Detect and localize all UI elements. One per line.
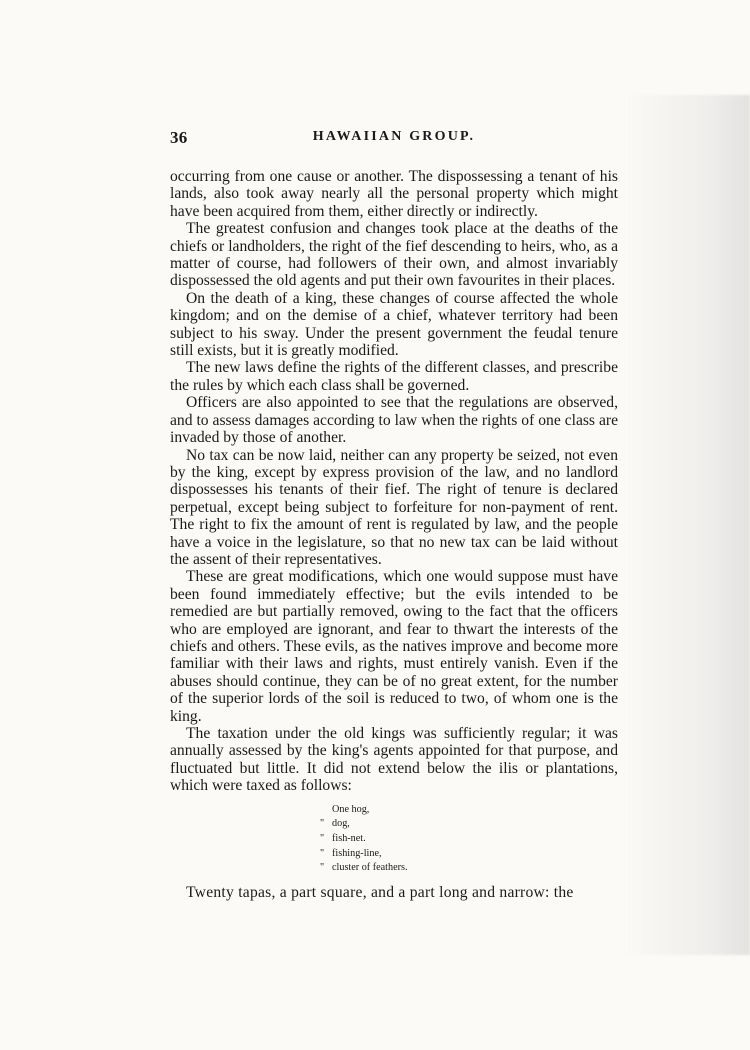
- page-edge-shadow: [622, 95, 750, 955]
- tax-item: dog,: [332, 818, 350, 830]
- paragraph-4: The new laws define the rights of the different classes, and prescribe the rules by which each class shall be governed.: [170, 359, 618, 394]
- paragraph-5: Officers are also appointed to see that the regulations are observed, and to assess damages according to law when the rights of one class are invaded by those of another.: [170, 394, 618, 447]
- paragraph-8: The taxation under the old kings was sufficiently regular; it was annually assessed by the king's agents appointed for that purpose, and fluctuated but little. It did not extend below the ilis or plantations, which were taxed as follows:: [170, 725, 618, 795]
- paragraph-6: No tax can be now laid, neither can any property be seized, not even by the king, except by express provision of the law, and no landlord dispossesses his tenants of their fief. The right of tenure is declared perpetual, except being subject to forfeiture for non-payment of rent. The right to fix the amount of rent is regulated by law, and the people have a voice in the legislature, so that no new tax can be laid without the assent of their representatives.: [170, 446, 618, 568]
- ditto-mark: ": [320, 847, 325, 859]
- ditto-mark: [320, 803, 328, 818]
- paragraph-3: On the death of a king, these changes of course affected the whole kingdom; and on the demise of a chief, whatever territory had been subject to his sway. Under the present government the feudal tenure still exists, but it is greatly modified.: [170, 289, 618, 360]
- tax-list: [320, 803, 490, 877]
- paragraph-1: occurring from one cause or another. The dispossessing a tenant of his lands, also took away nearly all the personal property which might have been acquired from them, either directly or indirectly.: [170, 168, 618, 220]
- ditto-mark: ": [320, 833, 325, 845]
- tax-item: cluster of feathers.: [332, 862, 408, 874]
- paragraph-7: These are great modifications, which one would suppose must have been found immediately effective; but the evils intended to be remedied are but partially removed, owing to the fact that the officers who are employed are ignorant, and fear to thwart the interests of the chiefs and others. These evils, as the natives improve and become more familiar with their laws and rights, must entirely vanish. Even if the abuses should continue, they can be of no great extent, for the number of the superior lords of the soil is reduced to two, of whom one is the king.: [170, 568, 618, 725]
- tax-list-row: [320, 861, 490, 876]
- page-content: [170, 128, 618, 917]
- tax-list-row: [320, 817, 490, 832]
- tax-item: One hog,: [332, 803, 370, 815]
- ditto-mark: ": [320, 818, 325, 830]
- tax-list-row: [320, 832, 490, 847]
- paragraph-2: The greatest confusion and changes took place at the deaths of the chiefs or landholders, the right of the fief descending to heirs, who, as a matter of course, had followers of their own, and almost invariably dispossessed the old agents and put their own favourites in their places.: [170, 220, 618, 290]
- tax-list-row: [320, 803, 490, 818]
- tax-item: fish-net.: [332, 833, 366, 845]
- page-header: [170, 128, 618, 150]
- continued-line: Twenty tapas, a part square, and a part long and narrow: the: [186, 884, 574, 902]
- ditto-mark: ": [320, 862, 325, 874]
- running-head: HAWAIIAN GROUP.: [312, 129, 476, 144]
- tax-item: fishing-line,: [332, 847, 382, 859]
- tax-list-row: [320, 847, 490, 862]
- page-number: 36: [170, 128, 188, 147]
